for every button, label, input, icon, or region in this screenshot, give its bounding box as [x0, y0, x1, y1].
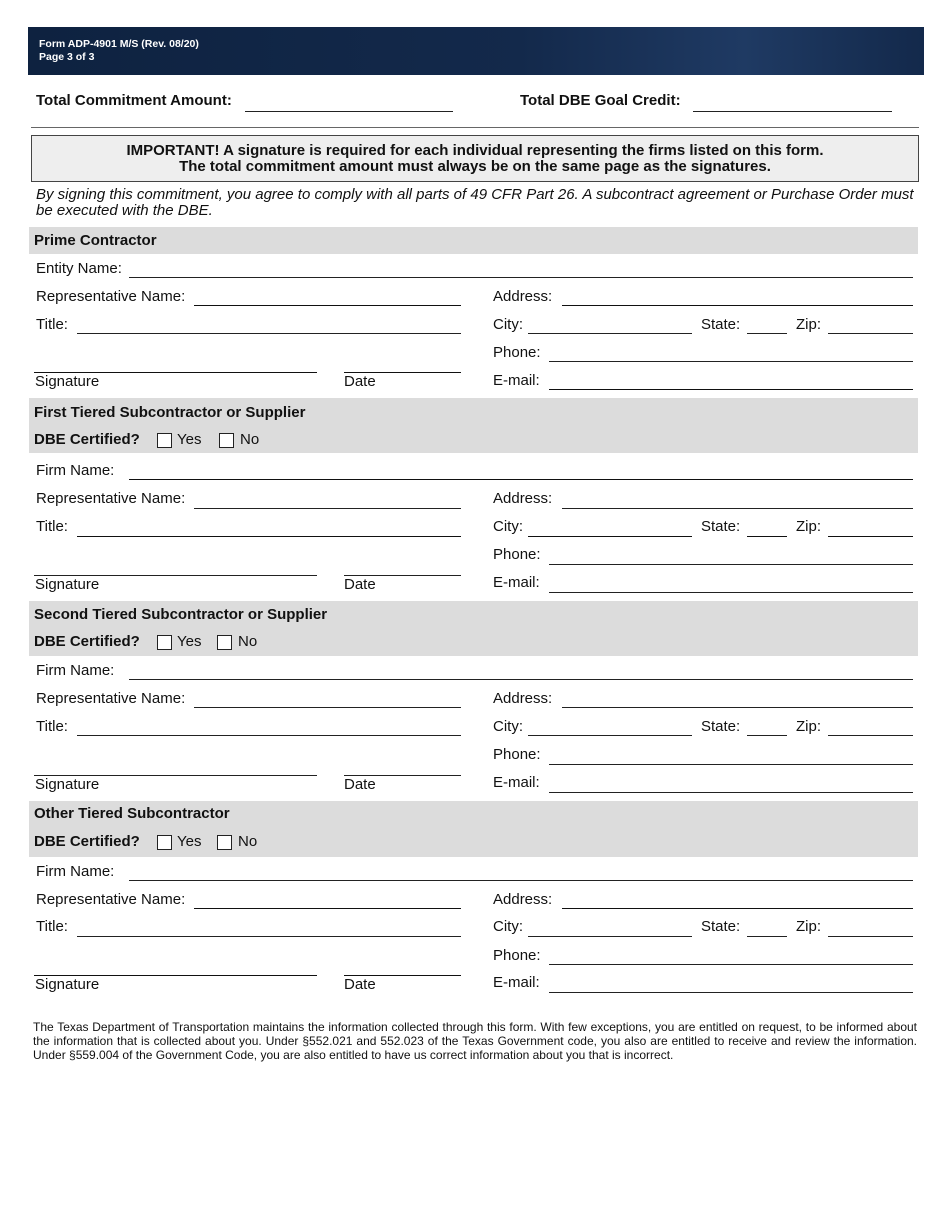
dbe-no-checkbox[interactable]: [217, 635, 232, 650]
dbe-no-checkbox[interactable]: [219, 433, 234, 448]
state-label: State:: [701, 518, 741, 535]
rep-name-label: Representative Name:: [36, 891, 186, 908]
address-label: Address:: [493, 690, 553, 707]
phone-field[interactable]: [549, 564, 913, 565]
address-label: Address:: [493, 288, 553, 305]
important-line-2: The total commitment amount must always be on the same page as the signatures.: [179, 158, 771, 175]
state-field[interactable]: [747, 333, 787, 334]
title-field[interactable]: [77, 536, 461, 537]
city-label: City:: [493, 316, 523, 333]
rep-name-field[interactable]: [194, 508, 461, 509]
entity-name-label: Entity Name:: [36, 260, 122, 277]
phone-field[interactable]: [549, 764, 913, 765]
phone-label: Phone:: [493, 947, 541, 964]
important-notice: [31, 135, 919, 182]
total-commitment-field[interactable]: [245, 111, 453, 112]
title-field[interactable]: [77, 735, 461, 736]
date-label: Date: [344, 373, 376, 390]
rep-name-label: Representative Name:: [36, 690, 186, 707]
zip-label: Zip:: [796, 518, 822, 535]
phone-label: Phone:: [493, 344, 541, 361]
firm-name-label: Firm Name:: [36, 662, 115, 679]
dbe-certified-label: DBE Certified?: [34, 431, 140, 448]
email-field[interactable]: [549, 389, 913, 390]
zip-field[interactable]: [828, 735, 913, 736]
zip-label: Zip:: [796, 718, 822, 735]
divider: [31, 127, 919, 128]
signature-label: Signature: [35, 576, 100, 593]
address-label: Address:: [493, 891, 553, 908]
title-label: Title:: [36, 518, 68, 535]
phone-label: Phone:: [493, 546, 541, 563]
dbe-certified-label: DBE Certified?: [34, 633, 140, 650]
section-title-second-tier: Second Tiered Subcontractor or Supplier: [34, 606, 328, 623]
form-id: Form ADP-4901 M/S (Rev. 08/20): [39, 38, 199, 50]
dbe-yes-checkbox[interactable]: [157, 635, 172, 650]
title-field[interactable]: [77, 936, 461, 937]
email-label: E-mail:: [493, 974, 540, 991]
dbe-yes-checkbox[interactable]: [157, 835, 172, 850]
email-field[interactable]: [549, 792, 913, 793]
dbe-yes-label: Yes: [177, 431, 202, 448]
agreement-text: By signing this commitment, you agree to comply with all parts of 49 CFR Part 26. A subcontract agreement or Purchase Order must be executed with the DBE.: [36, 186, 914, 219]
dbe-no-label: No: [238, 833, 258, 850]
dbe-no-label: No: [240, 431, 260, 448]
rep-name-field[interactable]: [194, 908, 461, 909]
city-field[interactable]: [528, 536, 692, 537]
address-label: Address:: [493, 490, 553, 507]
date-label: Date: [344, 576, 376, 593]
signature-label: Signature: [35, 373, 100, 390]
state-field[interactable]: [747, 735, 787, 736]
email-field[interactable]: [549, 992, 913, 993]
section-title-other-tier: Other Tiered Subcontractor: [34, 805, 230, 822]
address-field[interactable]: [562, 707, 913, 708]
email-label: E-mail:: [493, 574, 540, 591]
important-line-1: IMPORTANT! A signature is required for each individual representing the firms listed on this form.: [126, 142, 824, 159]
firm-name-label: Firm Name:: [36, 863, 115, 880]
city-label: City:: [493, 718, 523, 735]
entity-name-field[interactable]: [129, 277, 913, 278]
zip-label: Zip:: [796, 918, 822, 935]
dbe-yes-label: Yes: [177, 633, 202, 650]
city-label: City:: [493, 518, 523, 535]
dbe-yes-checkbox[interactable]: [157, 433, 172, 448]
page-number: Page 3 of 3: [39, 51, 95, 63]
rep-name-field[interactable]: [194, 707, 461, 708]
phone-field[interactable]: [549, 361, 913, 362]
dbe-certified-label: DBE Certified?: [34, 833, 140, 850]
city-field[interactable]: [528, 936, 692, 937]
zip-label: Zip:: [796, 316, 822, 333]
rep-name-label: Representative Name:: [36, 490, 186, 507]
city-field[interactable]: [528, 333, 692, 334]
phone-label: Phone:: [493, 746, 541, 763]
title-label: Title:: [36, 718, 68, 735]
email-label: E-mail:: [493, 372, 540, 389]
form-header-banner: [28, 27, 924, 75]
city-field[interactable]: [528, 735, 692, 736]
firm-name-field[interactable]: [129, 880, 913, 881]
address-field[interactable]: [562, 508, 913, 509]
email-label: E-mail:: [493, 774, 540, 791]
zip-field[interactable]: [828, 536, 913, 537]
firm-name-field[interactable]: [129, 679, 913, 680]
date-label: Date: [344, 776, 376, 793]
state-label: State:: [701, 316, 741, 333]
section-title-prime: Prime Contractor: [34, 232, 157, 249]
city-label: City:: [493, 918, 523, 935]
rep-name-label: Representative Name:: [36, 288, 186, 305]
date-label: Date: [344, 976, 376, 993]
signature-label: Signature: [35, 976, 100, 993]
zip-field[interactable]: [828, 333, 913, 334]
firm-name-label: Firm Name:: [36, 462, 115, 479]
rep-name-field[interactable]: [194, 305, 461, 306]
title-label: Title:: [36, 918, 68, 935]
state-field[interactable]: [747, 536, 787, 537]
state-label: State:: [701, 918, 741, 935]
total-goal-credit-field[interactable]: [693, 111, 892, 112]
firm-name-field[interactable]: [129, 479, 913, 480]
total-goal-credit-label: Total DBE Goal Credit:: [520, 92, 681, 109]
privacy-notice: The Texas Department of Transportation maintains the information collected through this form. With few exceptions, you are entitled on request, to be informed about the information that is collected about you. Under §552.021 and 552.023 of the Texas Government code, you also are entitled to receive and review the information. Under §559.004 of the Government Code, you are also entitled to have us correct information about you that is incorrect.: [33, 1020, 917, 1062]
section-title-first-tier: First Tiered Subcontractor or Supplier: [34, 404, 306, 421]
email-field[interactable]: [549, 592, 913, 593]
dbe-no-checkbox[interactable]: [217, 835, 232, 850]
address-field[interactable]: [562, 305, 913, 306]
signature-label: Signature: [35, 776, 100, 793]
section-header-prime: [29, 227, 918, 254]
title-field[interactable]: [77, 333, 461, 334]
state-label: State:: [701, 718, 741, 735]
dbe-yes-label: Yes: [177, 833, 202, 850]
total-commitment-label: Total Commitment Amount:: [36, 92, 232, 109]
title-label: Title:: [36, 316, 68, 333]
phone-field[interactable]: [549, 964, 913, 965]
address-field[interactable]: [562, 908, 913, 909]
zip-field[interactable]: [828, 936, 913, 937]
dbe-no-label: No: [238, 633, 258, 650]
state-field[interactable]: [747, 936, 787, 937]
